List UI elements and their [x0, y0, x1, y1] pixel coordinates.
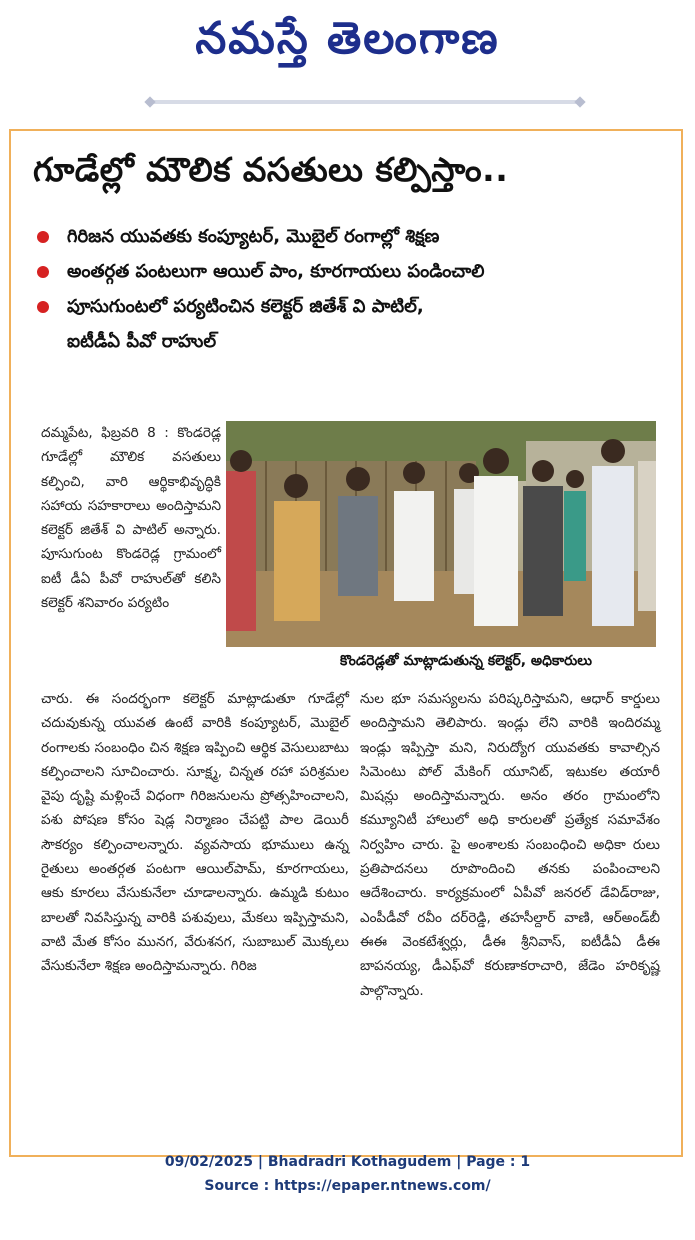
newspaper-logo: నమస్తే తెలంగాణ — [195, 13, 500, 64]
bullet-item — [37, 254, 667, 289]
masthead — [0, 0, 695, 112]
bullet-item — [37, 219, 667, 254]
bullet-text: గిరిజన యువతకు కంప్యూటర్, మొబైల్ రంగాల్లో శిక్షణ — [67, 226, 440, 247]
article-clipping — [9, 129, 683, 1157]
masthead-divider — [150, 100, 580, 104]
article-photo — [226, 421, 656, 647]
bullet-dot-icon — [37, 266, 49, 278]
bullet-dot-icon — [37, 231, 49, 243]
page-footer — [0, 1150, 695, 1198]
bullet-item — [37, 289, 667, 359]
collector-visit-photo — [226, 421, 656, 647]
highlight-bullets — [37, 219, 667, 359]
article-column-right: నుల భూ సమస్యలను పరిష్కరిస్తామని, ఆధార్ కార్డులు అందిస్తామని తెలిపారు. ఇండ్లు లేని వారికి ఇందిరమ్మ ఇండ్లు ఇప్పిస్తా మని, నిరుద్యోగ యువతకు కావాల్సిన సిమెంటు పోల్ మేకింగ్ యూనిట్, ఇటుకల తయారీ మిషన్లు అందిస్తామన్నారు. అనం తరం గ్రామంలోని కమ్యూనిటీ హాలులో అధి కారులతో ప్రత్యేక సమావేశం నిర్వహిం చారు. పై అంశాలకు సంబంధించి అధికా రులు ప్రతిపాదనలు రూపొందించి తనకు పంపించాలని ఆదేశించారు. కార్యక్రమంలో ఏపీవో జనరల్ డేవిడ్‌రాజు, ఎంపీడీవో రవీం దర్‌రెడ్డి, తహసీల్దార్ వాణి, ఆర్‌అండ్‌బీ ఈఈ వెంకటేశ్వర్లు, డీఈ శ్రీనివాస్, ఐటీడీఏ డీఈ బాపనయ్య, డీఎఫ్‌వో కరుణాకరాచారి, జేడెం హరికృష్ణ పాల్గొన్నారు. — [360, 691, 660, 999]
bullet-text: పూసుగుంటలో పర్యటించిన కలెక్టర్ జితేశ్ వి పాటిల్, — [67, 296, 424, 317]
bullet-dot-icon — [37, 301, 49, 313]
photo-caption: కొండరెడ్లతో మాట్లాడుతున్న కలెక్టర్, అధికారులు — [339, 653, 593, 669]
bullet-text: అంతర్గత పంటలుగా ఆయిల్ పాం, కూరగాయలు పండించాలి — [67, 261, 485, 282]
article-column-intro: దమ్మపేట, ఫిబ్రవరి 8 : కొండరెడ్ల గూడేల్లో మౌలిక వసతులు కల్పించి, వారి ఆర్థికాభివృద్ధికి సహాయ సహకారాలు అందిస్తామని కలెక్టర్ జితేశ్ వి పాటిల్ అన్నారు. పూసుగుంట కొండరెడ్ల గ్రామంలో ఐటీ డీఏ పీవో రాహుల్‌తో కలిసి కలెక్టర్ శనివారం పర్యటిం — [41, 425, 221, 612]
bullet-text-continued: ఐటీడీఏ పీవో రాహుల్ — [67, 331, 217, 352]
article-headline: గూడేల్లో మౌలిక వసతులు కల్పిస్తాం.. — [33, 150, 509, 189]
source-link[interactable]: Source : https://epaper.ntnews.com/ — [204, 1178, 491, 1194]
article-column-left: చారు. ఈ సందర్భంగా కలెక్టర్ మాట్లాడుతూ గూడేల్లో చదువుకున్న యువత ఉంటే వారికి కంప్యూటర్, మొబైల్ రంగాలకు సంబంధిం చిన శిక్షణ ఇప్పించి ఆర్థిక వెసులుబాటు కల్పించాలని సూచించారు. సూక్ష్మ, చిన్నత రహా పరిశ్రమల వైపు దృష్టి మళ్లించే విధంగా గిరిజనులను ప్రోత్సహించాలని, పశు పోషణ కోసం షెడ్ల నిర్మాణం చేపట్టి పాల డెయిరీ సౌకర్యం కల్పించాలన్నారు. వ్యవసాయ భూములు ఉన్న రైతులు అంతర్గత పంటగా ఆయిల్‌పామ్, కూరగాయలు, ఆకు కూరలు వేసుకునేలా చూడాలన్నారు. ఉమ్మడి కుటుం బాలతో నివసిస్తున్న వారికి పశువులు, మేకలు ఇప్పిస్తామని, వాటి మేత కోసం మునగ, వేరుశనగ, సుబాబుల్ మొక్కలు వేసుకునేలా శిక్షణ అందిస్తామన్నారు. గిరిజ — [41, 691, 349, 975]
edition-info: 09/02/2025 | Bhadradri Kothagudem | Page : 1 — [164, 1154, 531, 1170]
